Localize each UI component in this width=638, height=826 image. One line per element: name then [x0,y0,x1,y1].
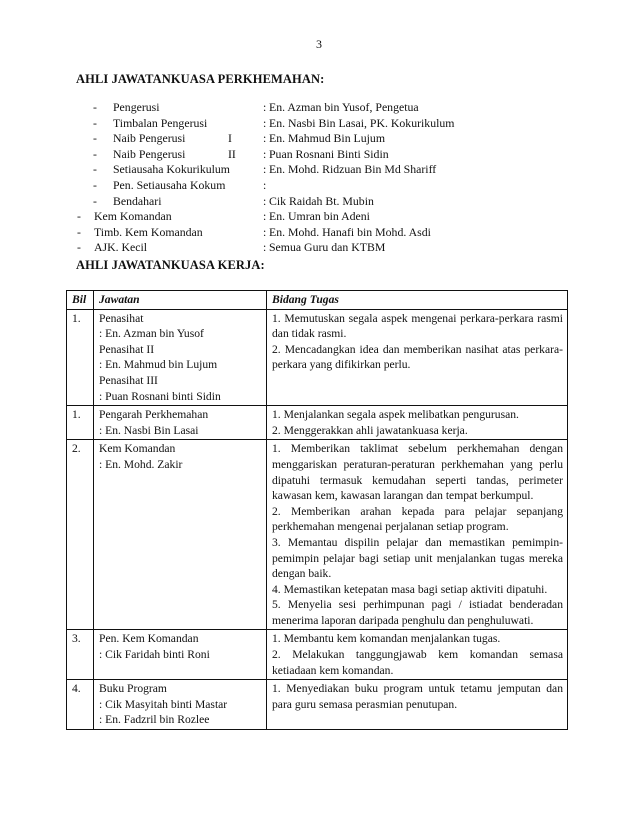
cell-jawatan [94,309,267,406]
committee-member: En. Mahmud Bin Lujum [269,131,385,146]
tugas-item: 1. Memberikan taklimat sebelum perkhemahan dengan menggariskan peraturan-peraturan perkhemahan yang perlu dipatuhi termasuk kemudahan seperti tandas, perimeter kawasan kem, kawasan larangan dan tempat berkumpul. [272,442,563,503]
committee-colon: : [263,146,267,161]
committee-role: Naib Pengerusi [113,146,186,161]
committee-row [0,100,638,116]
list-dash: - [93,177,97,192]
cell-bil: 3. [67,630,94,680]
jawatan-line: : En. Fadzril bin Rozlee [99,713,210,727]
list-dash: - [77,240,81,255]
committee-member: Cik Raidah Bt. Mubin [269,193,374,208]
list-dash: - [93,100,97,114]
committee-role: AJK. Kecil [94,240,148,255]
tugas-item: 2. Mencadangkan idea dan memberikan nasihat atas perkara-perkara yang difikirkan perlu. [272,342,563,372]
work-committee-heading: AHLI JAWATANKUASA KERJA: [76,258,265,272]
jawatan-line: Kem Komandan [99,442,176,456]
tugas-item: 5. Menyelia sesi perhimpunan pagi / istiadat benderadan menerima laporan daripada penghulu dan penghuluwati. [272,598,563,627]
tugas-item: 1. Membantu kem komandan menjalankan tugas. [272,632,501,646]
cell-bil: 1. [67,406,94,440]
committee-member: En. Umran bin Adeni [269,209,370,224]
header-jawatan: Jawatan [94,291,267,310]
jawatan-line: Pengarah Perkhemahan [99,408,209,422]
table-row [67,309,568,406]
list-dash: - [93,115,97,130]
committee-member: En. Nasbi Bin Lasai, PK. Kokurikulum [269,115,455,130]
cell-jawatan [94,406,267,440]
jawatan-line: : En. Nasbi Bin Lasai [99,423,199,437]
table-row [67,680,568,730]
committee-row [0,178,638,194]
tugas-item: 2. Memberikan arahan kepada para pelajar sepanjang perkhemahan mengenai perjalanan setiap program. [272,504,563,534]
cell-bidang-tugas [267,309,568,406]
jawatan-line: : Cik Masyitah binti Mastar [99,697,228,711]
committee-member: En. Azman bin Yusof, Pengetua [269,100,419,114]
committee-member: Puan Rosnani Binti Sidin [269,146,389,161]
committee-list [0,100,638,256]
committee-member: En. Mohd. Ridzuan Bin Md Shariff [269,162,437,177]
table-header-row [67,291,568,310]
jawatan-line: Penasihat II [99,342,155,356]
list-dash: - [93,131,97,146]
cell-bidang-tugas [267,440,568,630]
list-dash: - [77,224,81,239]
tugas-item: 1. Menjalankan segala aspek melibatkan pengurusan. [272,408,519,422]
cell-bidang-tugas [267,406,568,440]
table-row [67,406,568,440]
committee-row [0,225,638,241]
committee-role: Pengerusi [113,100,160,114]
page-number: 3 [316,37,322,51]
jawatan-line: Buku Program [99,682,167,696]
jawatan-line: : En. Mohd. Zakir [99,457,183,471]
committee-role: Timb. Kem Komandan [94,224,203,239]
list-dash: - [93,193,97,208]
committee-row [0,240,638,256]
committee-role: Pen. Setiausaha Kokum [113,177,226,192]
committee-colon: : [263,162,267,177]
list-dash: - [77,209,81,224]
header-bidang-tugas: Bidang Tugas [267,291,568,310]
committee-colon: : [263,115,267,130]
committee-heading: AHLI JAWATANKUASA PERKHEMAHAN: [76,72,325,86]
header-bil: Bil [67,291,94,310]
committee-colon: : [263,240,267,255]
committee-colon: : [263,193,267,208]
tugas-item: 1. Memutuskan segala aspek mengenai perkara-perkara rasmi dan tidak rasmi. [272,311,563,341]
committee-row [0,209,638,225]
work-committee-table [66,290,568,730]
cell-bil: 2. [67,440,94,630]
jawatan-line: : Puan Rosnani binti Sidin [99,389,221,403]
committee-role-suffix: I [228,131,232,146]
committee-role: Timbalan Pengerusi [113,115,208,130]
committee-row [0,131,638,147]
committee-colon: : [263,177,267,192]
list-dash: - [93,146,97,161]
jawatan-line: : En. Azman bin Yusof [99,327,204,341]
cell-bil: 1. [67,309,94,406]
committee-member: En. Mohd. Hanafi bin Mohd. Asdi [269,224,431,239]
cell-bil: 4. [67,680,94,730]
committee-row [0,116,638,132]
table-row [67,440,568,630]
table-row [67,630,568,680]
cell-jawatan [94,680,267,730]
jawatan-line: Penasihat III [99,373,158,387]
committee-colon: : [263,100,267,114]
cell-jawatan [94,440,267,630]
tugas-item: 3. Memantau dispilin pelajar dan memastikan pemimpin-pemimpin pelajar bagi setiap unit menjalankan tugas mereka dengan baik. [272,535,563,581]
committee-role: Naib Pengerusi [113,131,186,146]
committee-role-suffix: II [228,146,236,161]
cell-bidang-tugas [267,630,568,680]
cell-bidang-tugas [267,680,568,730]
tugas-item: 4. Memastikan ketepatan masa bagi setiap aktiviti dipatuhi. [272,582,548,596]
jawatan-line: Penasihat [99,311,144,325]
committee-role: Bendahari [113,193,162,208]
list-dash: - [93,162,97,177]
cell-jawatan [94,630,267,680]
committee-role: Setiausaha Kokurikulum [113,162,230,177]
tugas-item: 1. Menyediakan buku program untuk tetamu jemputan dan para guru semasa perasmian penutupan. [272,682,563,711]
jawatan-line: : Cik Faridah binti Roni [99,648,210,662]
committee-row [0,194,638,210]
tugas-item: 2. Melakukan tanggungjawab kem komandan semasa ketiadaan kem komandan. [272,648,563,677]
committee-colon: : [263,131,267,146]
committee-colon: : [263,224,267,239]
committee-role: Kem Komandan [94,209,172,224]
jawatan-line: Pen. Kem Komandan [99,632,199,646]
committee-member: Semua Guru dan KTBM [269,240,386,255]
committee-row [0,162,638,178]
committee-row [0,147,638,163]
jawatan-line: : En. Mahmud bin Lujum [99,358,218,372]
tugas-item: 2. Menggerakkan ahli jawatankuasa kerja. [272,423,468,437]
committee-colon: : [263,209,267,224]
